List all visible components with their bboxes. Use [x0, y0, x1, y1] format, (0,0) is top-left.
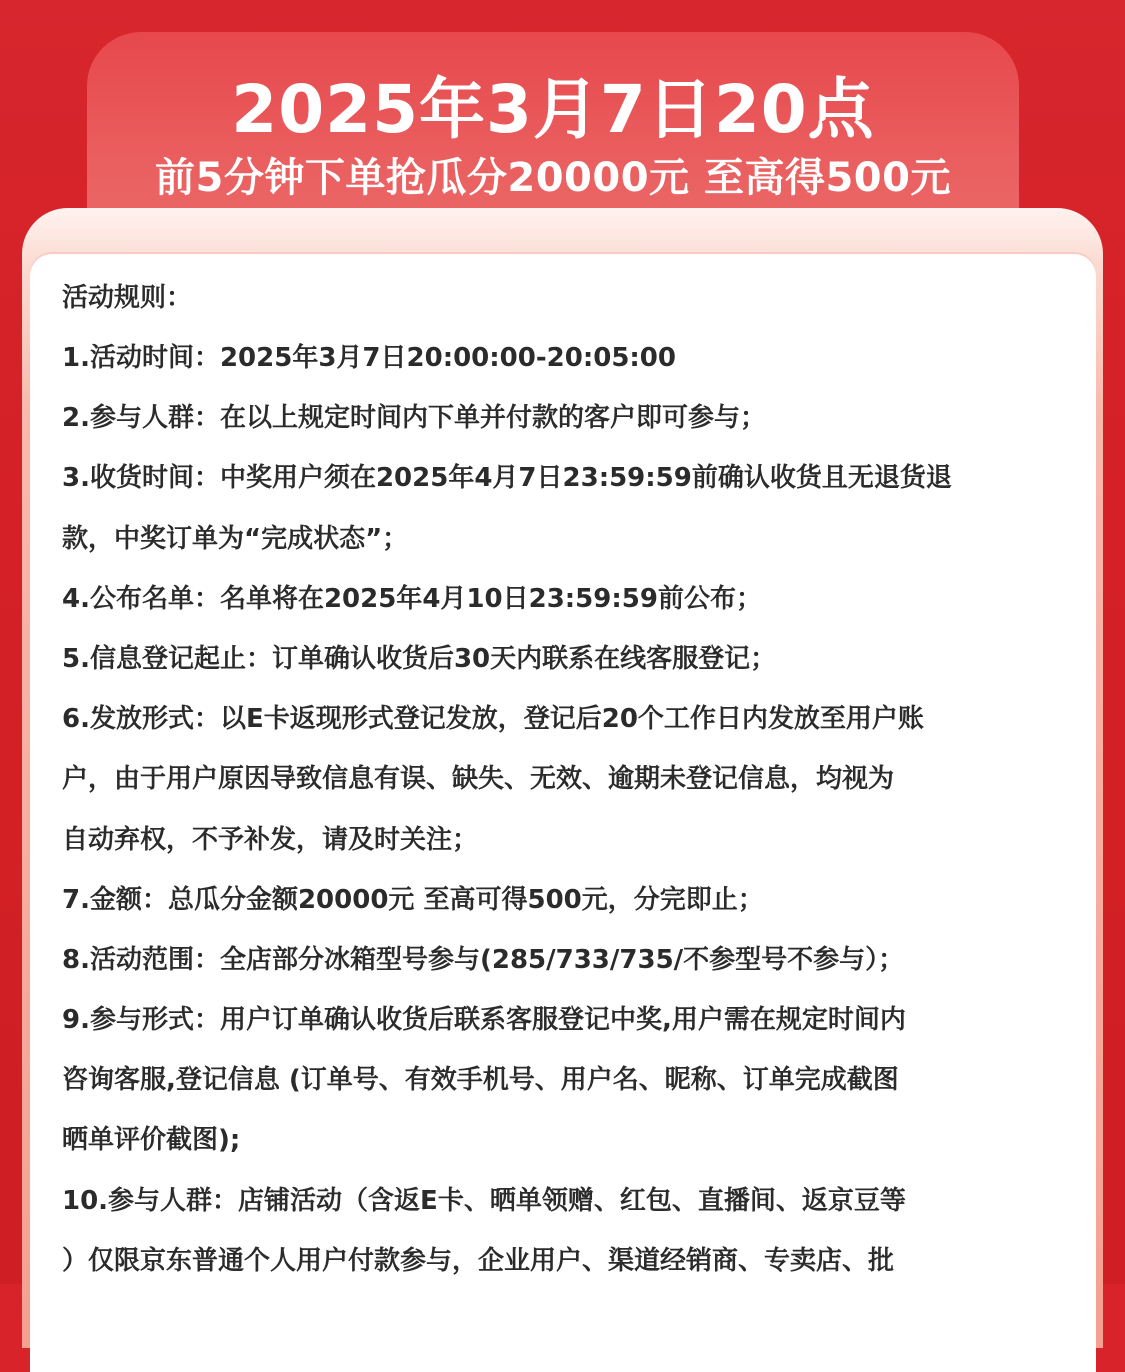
rule-line: 款，中奖订单为“完成状态”；	[62, 523, 409, 554]
rule-line: 1.活动时间：2025年3月7日20:00:00-20:05:00	[62, 343, 676, 373]
rule-line: 8.活动范围：全店部分冰箱型号参与(285/733/735/不参型号不参与）；	[62, 944, 905, 975]
rule-line: 3.收货时间：中奖用户须在2025年4月7日23:59:59前确认收货且无退货退	[62, 463, 952, 494]
rule-line: 9.参与形式：用户订单确认收货后联系客服登记中奖,用户需在规定时间内	[62, 1005, 906, 1036]
rule-line: 7.金额：总瓜分金额20000元 至高可得500元，分完即止；	[62, 884, 764, 915]
rule-line: 5.信息登记起止：订单确认收货后30天内联系在线客服登记；	[62, 643, 777, 674]
banner-subtitle: 前5分钟下单抢瓜分20000元 至高得500元	[155, 155, 951, 201]
rule-line: 咨询客服,登记信息 (订单号、有效手机号、用户名、昵称、订单完成截图	[62, 1065, 899, 1096]
banner-title: 2025年3月7日20点	[231, 71, 875, 148]
rule-line: 6.发放形式：以E卡返现形式登记发放，登记后20个工作日内发放至用户账	[62, 704, 924, 735]
rules-content	[62, 268, 1072, 1291]
rule-line: 10.参与人群：店铺活动（含返E卡、晒单领赠、红包、直播间、返京豆等	[62, 1185, 906, 1216]
rule-line: 自动弃权，不予补发，请及时关注；	[62, 824, 479, 855]
rule-line: 2.参与人群：在以上规定时间内下单并付款的客户即可参与；	[62, 403, 766, 434]
rule-line: ）仅限京东普通个人用户付款参与，企业用户、渠道经销商、专卖店、批	[62, 1245, 895, 1276]
rule-line: 4.公布名单：名单将在2025年4月10日23:59:59前公布；	[62, 583, 762, 614]
rules-heading: 活动规则：	[62, 283, 193, 313]
rule-line: 晒单评价截图);	[62, 1125, 241, 1156]
rule-line: 户，由于用户原因导致信息有误、缺失、无效、逾期未登记信息，均视为	[62, 764, 895, 795]
